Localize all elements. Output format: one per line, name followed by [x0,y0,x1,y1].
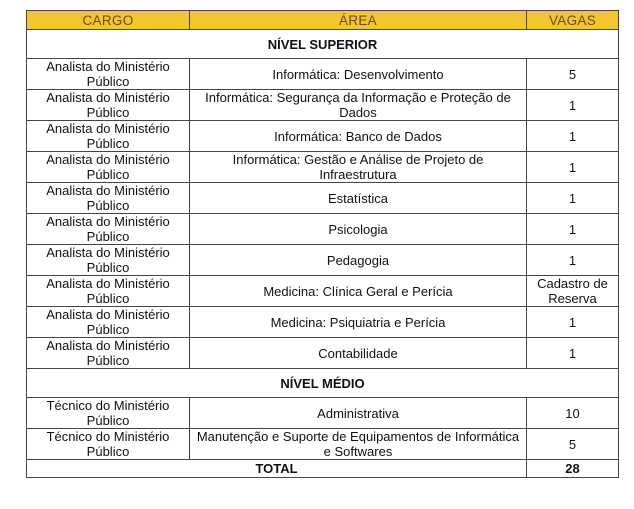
vagas-cell: 10 [527,398,619,429]
vagas-cell: 1 [527,152,619,183]
cargo-cell: Técnico do Ministério Público [27,398,190,429]
area-cell: Pedagogia [190,245,527,276]
table-row [27,429,619,460]
total-row [27,460,619,478]
cargo-cell: Analista do Ministério Público [27,276,190,307]
table-row [27,90,619,121]
table-row [27,338,619,369]
area-cell: Informática: Gestão e Análise de Projeto de Infraestrutura [190,152,527,183]
cargo-cell: Analista do Ministério Público [27,152,190,183]
cargo-cell: Analista do Ministério Público [27,121,190,152]
vagas-cell: 1 [527,245,619,276]
vagas-cell: 1 [527,121,619,152]
vagas-cell: 1 [527,90,619,121]
vagas-cell: 1 [527,214,619,245]
section-title: NÍVEL MÉDIO [27,369,619,398]
total-value: 28 [527,460,619,478]
cargo-cell: Analista do Ministério Público [27,307,190,338]
table-row [27,276,619,307]
vagas-cell: 5 [527,59,619,90]
table-row [27,183,619,214]
area-cell: Medicina: Psiquiatria e Perícia [190,307,527,338]
table-row [27,398,619,429]
header-area: ÁREA [190,11,527,30]
vagas-table [26,10,619,478]
section-row [27,30,619,59]
cargo-cell: Analista do Ministério Público [27,245,190,276]
cargo-cell: Analista do Ministério Público [27,183,190,214]
table-row [27,307,619,338]
vagas-cell: Cadastro de Reserva [527,276,619,307]
table-body [27,30,619,478]
cargo-cell: Analista do Ministério Público [27,338,190,369]
table-row [27,245,619,276]
cargo-cell: Analista do Ministério Público [27,214,190,245]
vagas-cell: 1 [527,183,619,214]
header-cargo: CARGO [27,11,190,30]
table-row [27,59,619,90]
cargo-cell: Técnico do Ministério Público [27,429,190,460]
area-cell: Estatística [190,183,527,214]
area-cell: Administrativa [190,398,527,429]
area-cell: Informática: Segurança da Informação e Proteção de Dados [190,90,527,121]
area-cell: Medicina: Clínica Geral e Perícia [190,276,527,307]
vagas-cell: 1 [527,307,619,338]
area-cell: Psicologia [190,214,527,245]
total-label: TOTAL [27,460,527,478]
area-cell: Contabilidade [190,338,527,369]
cargo-cell: Analista do Ministério Público [27,90,190,121]
header-row [27,11,619,30]
vagas-cell: 5 [527,429,619,460]
table-row [27,121,619,152]
table-row [27,214,619,245]
section-row [27,369,619,398]
cargo-cell: Analista do Ministério Público [27,59,190,90]
section-title: NÍVEL SUPERIOR [27,30,619,59]
vagas-cell: 1 [527,338,619,369]
area-cell: Informática: Banco de Dados [190,121,527,152]
header-vagas: VAGAS [527,11,619,30]
table-row [27,152,619,183]
area-cell: Manutenção e Suporte de Equipamentos de Informática e Softwares [190,429,527,460]
area-cell: Informática: Desenvolvimento [190,59,527,90]
